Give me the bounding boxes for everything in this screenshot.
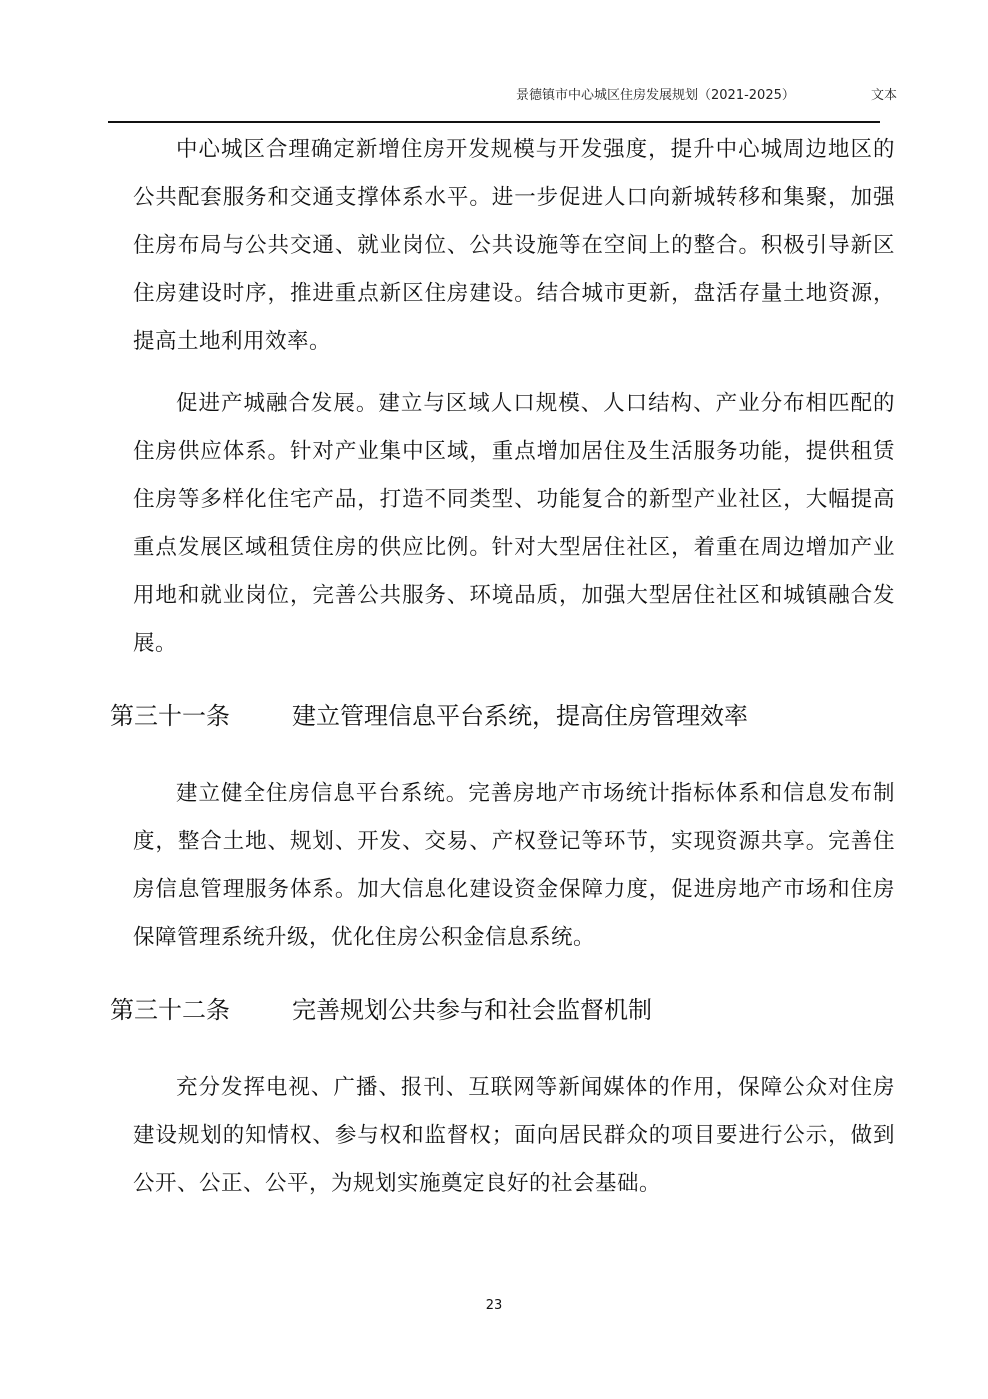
article-31-title: 建立管理信息平台系统，提高住房管理效率 [292,702,748,730]
article-32-number: 第三十二条 [110,996,230,1024]
article-32-heading [110,990,895,1030]
paragraph-urban-housing-development: 中心城区合理确定新增住房开发规模与开发强度，提升中心城周边地区的公共配套服务和交通支撑体系水平。进一步促进人口向新城转移和集聚，加强住房布局与公共交通、就业岗位、公共设施等在空间上的整合。积极引导新区住房建设时序，推进重点新区住房建设。结合城市更新，盘活存量土地资源，提高土地利用效率。 [133,137,895,354]
page-body [110,126,895,1208]
article-31-number: 第三十一条 [110,702,230,730]
page-number: 23 [485,1298,503,1313]
paragraph-industry-city-integration: 促进产城融合发展。建立与区域人口规模、人口结构、产业分布相匹配的住房供应体系。针对产业集中区域，重点增加居住及生活服务功能，提供租赁住房等多样化住宅产品，打造不同类型、功能复合的新型产业社区，大幅提高重点发展区域租赁住房的供应比例。针对大型居住社区，着重在周边增加产业用地和就业岗位，完善公共服务、环境品质，加强大型居住社区和城镇融合发展。 [133,391,895,656]
document-type-label: 文本 [871,88,898,103]
document-title: 景德镇市中心城区住房发展规划（2021-2025） [516,88,795,103]
article-32-title: 完善规划公共参与和社会监督机制 [292,996,652,1024]
header-divider [108,121,880,123]
paragraph-public-participation: 充分发挥电视、广播、报刊、互联网等新闻媒体的作用，保障公众对住房建设规划的知情权、参与权和监督权；面向居民群众的项目要进行公示，做到公开、公正、公平，为规划实施奠定良好的社会基础。 [133,1075,895,1196]
page-header [0,84,988,106]
paragraph-information-platform: 建立健全住房信息平台系统。完善房地产市场统计指标体系和信息发布制度，整合土地、规划、开发、交易、产权登记等环节，实现资源共享。完善住房信息管理服务体系。加大信息化建设资金保障力度，促进房地产市场和住房保障管理系统升级，优化住房公积金信息系统。 [133,781,895,950]
article-31-heading [110,696,895,736]
